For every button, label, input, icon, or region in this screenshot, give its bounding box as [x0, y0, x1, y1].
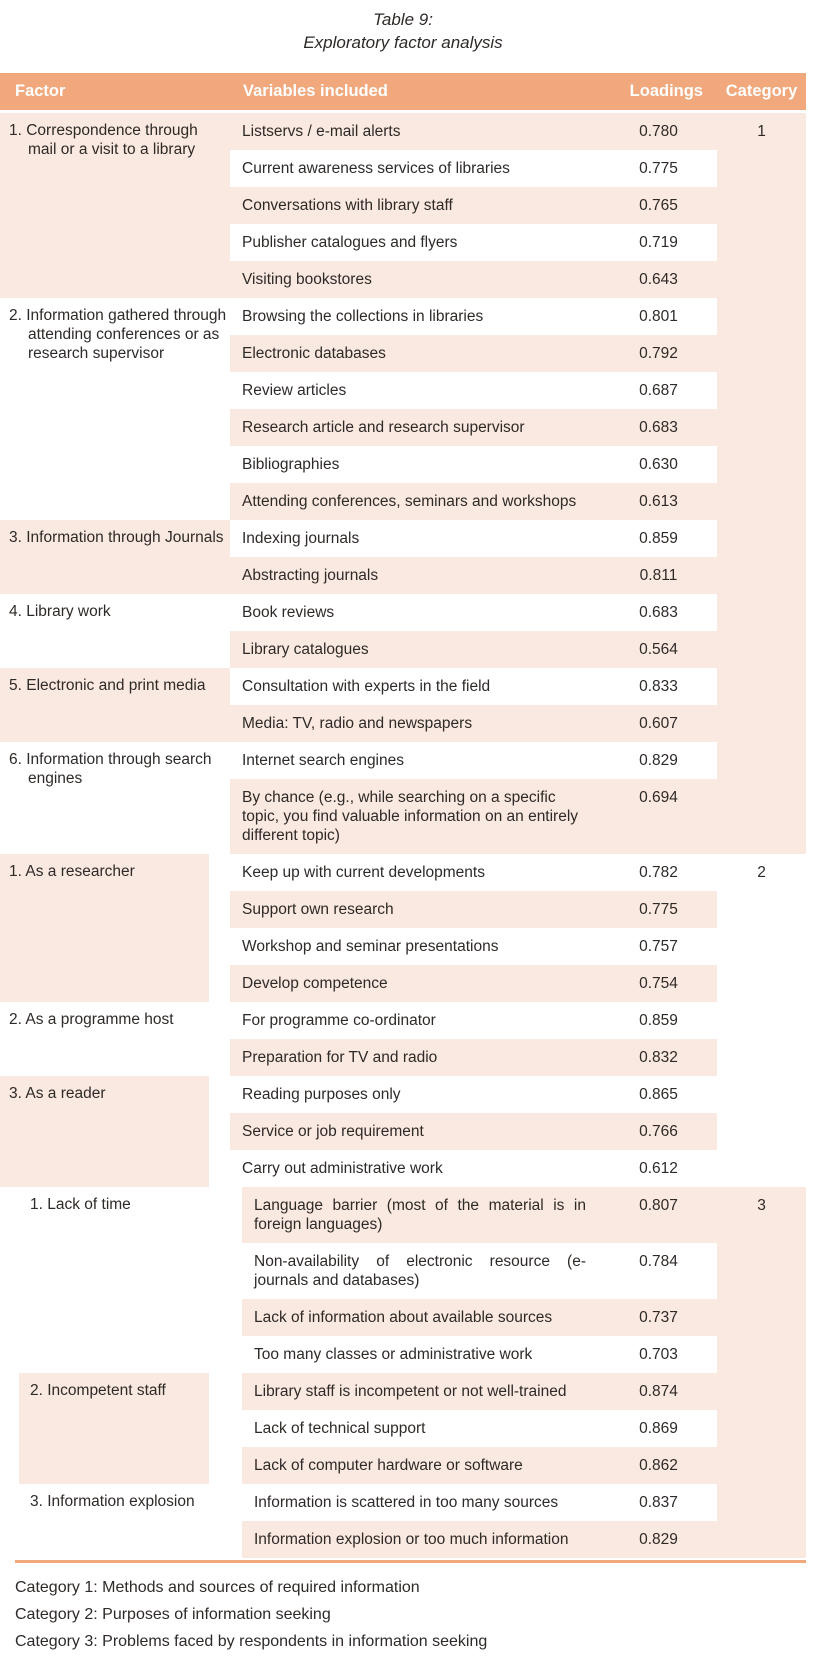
loading-cell: 0.613 [600, 483, 717, 520]
factor-cell: 1. Correspondence through mail or a visit to a library [0, 113, 230, 298]
factor-cell: 2. Incompetent staff [0, 1373, 230, 1484]
variable-cell: Library staff is incompetent or not well-trained [230, 1373, 600, 1410]
factor-cell: 5. Electronic and print media [0, 668, 230, 742]
loading-cell: 0.859 [600, 520, 717, 557]
column-header-factor: Factor [0, 73, 230, 113]
variable-cell: Conversations with library staff [230, 187, 600, 224]
loading-cell: 0.719 [600, 224, 717, 261]
variable-cell: Media: TV, radio and newspapers [230, 705, 600, 742]
column-header-category: Category [717, 73, 806, 113]
category-cell: 2 [717, 854, 806, 1187]
variable-cell: By chance (e.g., while searching on a specific topic, you find valuable information on an entirely different topic) [230, 779, 600, 854]
table-row [0, 1002, 806, 1039]
footnotes [15, 1574, 819, 1655]
variable-cell: Indexing journals [230, 520, 600, 557]
bottom-rule [15, 1560, 806, 1563]
variable-cell: Support own research [230, 891, 600, 928]
table-row [0, 520, 806, 557]
variable-cell: Review articles [230, 372, 600, 409]
loading-cell: 0.801 [600, 298, 717, 335]
loading-cell: 0.737 [600, 1299, 717, 1336]
loading-cell: 0.757 [600, 928, 717, 965]
loading-cell: 0.837 [600, 1484, 717, 1521]
loading-cell: 0.766 [600, 1113, 717, 1150]
loading-cell: 0.829 [600, 742, 717, 779]
table-row [0, 668, 806, 705]
loading-cell: 0.869 [600, 1410, 717, 1447]
variable-cell: Bibliographies [230, 446, 600, 483]
variable-cell: Internet search engines [230, 742, 600, 779]
table-body [0, 113, 806, 1558]
loading-cell: 0.630 [600, 446, 717, 483]
loading-cell: 0.775 [600, 150, 717, 187]
factor-cell: 3. Information through Journals [0, 520, 230, 594]
loading-cell: 0.694 [600, 779, 717, 854]
factor-cell: 1. As a researcher [0, 854, 230, 1002]
column-header-variables: Variables included [230, 73, 600, 113]
variable-cell: Preparation for TV and radio [230, 1039, 600, 1076]
loading-cell: 0.811 [600, 557, 717, 594]
factor-cell: 6. Information through search engines [0, 742, 230, 854]
variable-cell: Service or job requirement [230, 1113, 600, 1150]
variable-cell: Browsing the collections in libraries [230, 298, 600, 335]
table-row [0, 1076, 806, 1113]
factor-cell: 1. Lack of time [0, 1187, 230, 1373]
variable-cell: Too many classes or administrative work [230, 1336, 600, 1373]
footnote: Category 1: Methods and sources of required information [15, 1579, 420, 1596]
loading-cell: 0.612 [600, 1150, 717, 1187]
table-row [0, 1373, 806, 1410]
loading-cell: 0.792 [600, 335, 717, 372]
variable-cell: Publisher catalogues and flyers [230, 224, 600, 261]
variable-cell: Language barrier (most of the material is in foreign languages) [230, 1187, 600, 1243]
table-row [0, 113, 806, 150]
loading-cell: 0.829 [600, 1521, 717, 1558]
loading-cell: 0.862 [600, 1447, 717, 1484]
loading-cell: 0.784 [600, 1243, 717, 1299]
loading-cell: 0.859 [600, 1002, 717, 1039]
footnote: Category 2: Purposes of information seeking [15, 1606, 331, 1623]
table-caption [0, 0, 806, 54]
factor-cell: 2. Information gathered through attending conferences or as research supervisor [0, 298, 230, 520]
loading-cell: 0.564 [600, 631, 717, 668]
variable-cell: Keep up with current developments [230, 854, 600, 891]
variable-cell: Information explosion or too much information [230, 1521, 600, 1558]
table-row [0, 854, 806, 891]
footnote: Category 3: Problems faced by respondents in information seeking [15, 1633, 488, 1650]
loading-cell: 0.832 [600, 1039, 717, 1076]
variable-cell: For programme co-ordinator [230, 1002, 600, 1039]
variable-cell: Carry out administrative work [230, 1150, 600, 1187]
variable-cell: Lack of information about available sources [230, 1299, 600, 1336]
variable-cell: Attending conferences, seminars and workshops [230, 483, 600, 520]
loading-cell: 0.780 [600, 113, 717, 150]
table-row [0, 594, 806, 631]
loading-cell: 0.643 [600, 261, 717, 298]
variable-cell: Information is scattered in too many sources [230, 1484, 600, 1521]
variable-cell: Electronic databases [230, 335, 600, 372]
variable-cell: Lack of technical support [230, 1410, 600, 1447]
table-row [0, 742, 806, 779]
table-row [0, 1484, 806, 1521]
loading-cell: 0.683 [600, 409, 717, 446]
factor-cell: 2. As a programme host [0, 1002, 230, 1076]
table-row [0, 1187, 806, 1243]
column-header-loadings: Loadings [600, 73, 717, 113]
variable-cell: Workshop and seminar presentations [230, 928, 600, 965]
table-row [0, 298, 806, 335]
factor-cell: 3. As a reader [0, 1076, 230, 1187]
table-caption-line1: Table 9: [373, 10, 433, 29]
factor-cell: 4. Library work [0, 594, 230, 668]
loading-cell: 0.782 [600, 854, 717, 891]
variable-cell: Research article and research supervisor [230, 409, 600, 446]
variable-cell: Abstracting journals [230, 557, 600, 594]
table-header [0, 73, 806, 113]
loading-cell: 0.807 [600, 1187, 717, 1243]
loading-cell: 0.703 [600, 1336, 717, 1373]
loading-cell: 0.775 [600, 891, 717, 928]
loading-cell: 0.607 [600, 705, 717, 742]
factor-cell: 3. Information explosion [0, 1484, 230, 1558]
category-cell: 1 [717, 113, 806, 854]
loading-cell: 0.833 [600, 668, 717, 705]
variable-cell: Library catalogues [230, 631, 600, 668]
variable-cell: Reading purposes only [230, 1076, 600, 1113]
variable-cell: Visiting bookstores [230, 261, 600, 298]
variable-cell: Non-availability of electronic resource (e-journals and databases) [230, 1243, 600, 1299]
variable-cell: Develop competence [230, 965, 600, 1002]
loading-cell: 0.683 [600, 594, 717, 631]
variable-cell: Listservs / e-mail alerts [230, 113, 600, 150]
variable-cell: Lack of computer hardware or software [230, 1447, 600, 1484]
variable-cell: Consultation with experts in the field [230, 668, 600, 705]
loading-cell: 0.754 [600, 965, 717, 1002]
loading-cell: 0.865 [600, 1076, 717, 1113]
loading-cell: 0.874 [600, 1373, 717, 1410]
factor-analysis-table [0, 73, 806, 1558]
category-cell: 3 [717, 1187, 806, 1558]
variable-cell: Book reviews [230, 594, 600, 631]
table-caption-line2: Exploratory factor analysis [303, 33, 503, 52]
loading-cell: 0.687 [600, 372, 717, 409]
loading-cell: 0.765 [600, 187, 717, 224]
variable-cell: Current awareness services of libraries [230, 150, 600, 187]
